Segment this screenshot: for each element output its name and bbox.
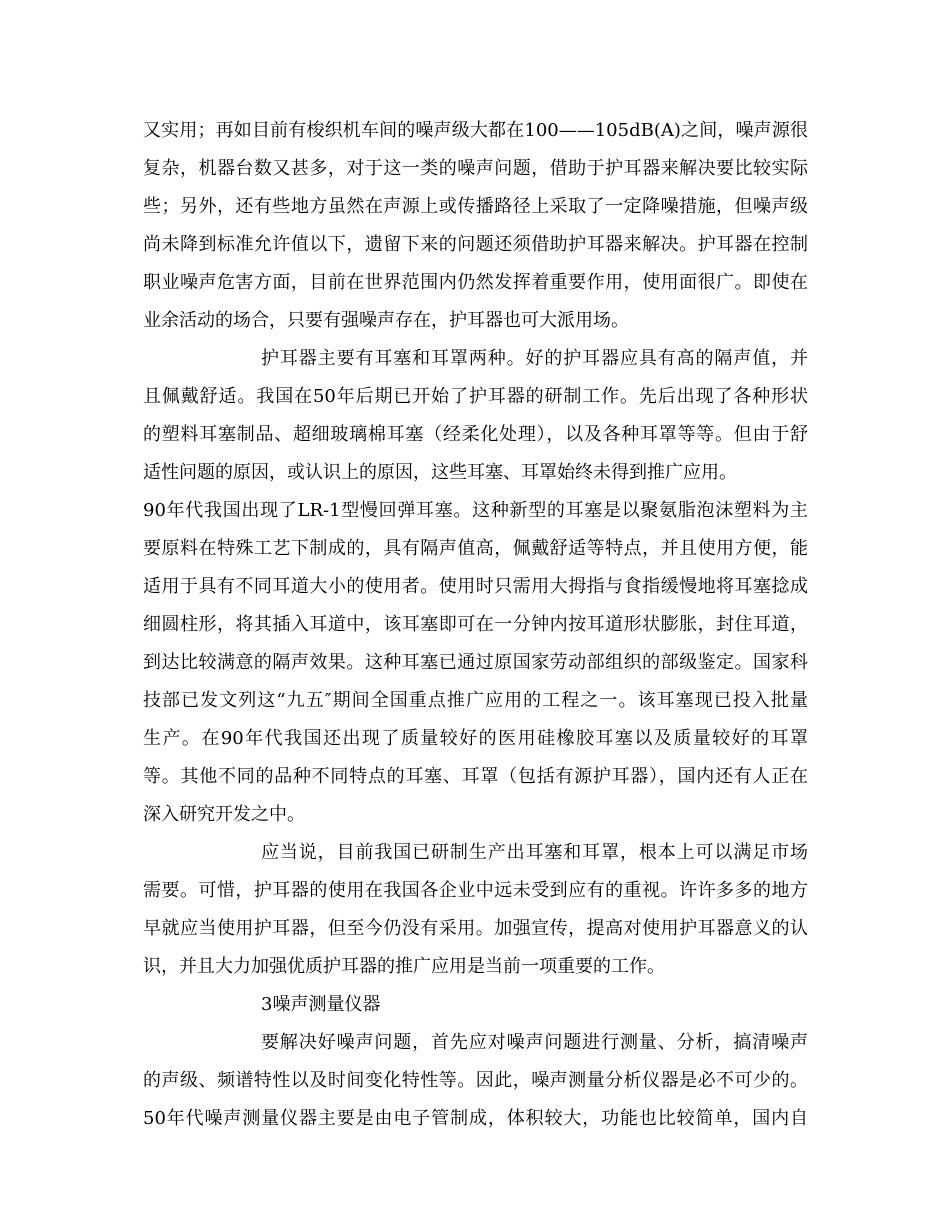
text-line: 职业噪声危害方面，目前在世界范围内仍然发挥着重要作用，使用面很广。即使在: [143, 272, 808, 293]
section-heading: 3噪声测量仪器: [261, 994, 381, 1015]
document-page: [143, 112, 808, 1138]
text-line: 早就应当使用护耳器，但至今仍没有采用。加强宣传，提高对使用护耳器意义的认: [143, 918, 808, 939]
text-line: 适用于具有不同耳道大小的使用者。使用时只需用大拇指与食指缓慢地将耳塞捻成: [143, 576, 808, 597]
text-line: 到达比较满意的隔声效果。这种耳塞已通过原国家劳动部组织的部级鉴定。国家科: [143, 652, 808, 673]
text-line: 些；另外，还有些地方虽然在声源上或传播路径上采取了一定降噪措施，但噪声级: [143, 196, 808, 217]
paragraph-first-line: 90年代我国出现了LR-1型慢回弹耳塞。这种新型的耳塞是以聚氨脂泡沫塑料为主: [143, 500, 808, 521]
text-line: 且佩戴舒适。我国在50年后期已开始了护耳器的研制工作。先后出现了各种形状: [143, 386, 808, 407]
text-line: 复杂，机器台数又甚多，对于这一类的噪声问题，借助于护耳器来解决要比较实际: [143, 158, 808, 179]
paragraph-first-line: 要解决好噪声问题，首先应对噪声问题进行测量、分析，搞清噪声: [261, 1032, 808, 1053]
text-line: 需要。可惜，护耳器的使用在我国各企业中远未受到应有的重视。许许多多的地方: [143, 880, 808, 901]
text-line: 深入研究开发之中。: [143, 804, 305, 825]
text-line: 50年代噪声测量仪器主要是由电子管制成，体积较大，功能也比较简单，国内自: [143, 1108, 808, 1129]
text-line: 尚未降到标准允许值以下，遗留下来的问题还须借助护耳器来解决。护耳器在控制: [143, 234, 808, 255]
text-line: 技部已发文列这“九五″期间全国重点推广应用的工程之一。该耳塞现已投入批量: [143, 690, 808, 711]
paragraph-first-line: 应当说，目前我国已研制生产出耳塞和耳罩，根本上可以满足市场: [261, 842, 808, 863]
text-line: 的声级、频谱特性以及时间变化特性等。因此，噪声测量分析仪器是必不可少的。: [143, 1070, 808, 1091]
text-line: 业余活动的场合，只要有强噪声存在，护耳器也可大派用场。: [143, 310, 629, 331]
text-line: 的塑料耳塞制品、超细玻璃棉耳塞（经柔化处理），以及各种耳罩等等。但由于舒: [143, 424, 808, 445]
text-line: 生产。在90年代我国还出现了质量较好的医用硅橡胶耳塞以及质量较好的耳罩: [143, 728, 808, 749]
text-line: 适性问题的原因，或认识上的原因，这些耳塞、耳罩始终未得到推广应用。: [143, 462, 737, 483]
paragraph-first-line: 护耳器主要有耳塞和耳罩两种。好的护耳器应具有高的隔声值，并: [261, 348, 808, 369]
text-line: 等。其他不同的品种不同特点的耳塞、耳罩（包括有源护耳器），国内还有人正在: [143, 766, 808, 787]
text-line: 细圆柱形，将其插入耳道中，该耳塞即可在一分钟内按耳道形状膨胀，封住耳道，: [143, 614, 808, 635]
text-line: 要原料在特殊工艺下制成的，具有隔声值高，佩戴舒适等特点，并且使用方便，能: [143, 538, 808, 559]
text-line: 识，并且大力加强优质护耳器的推广应用是当前一项重要的工作。: [143, 956, 665, 977]
text-line: 又实用；再如目前有梭织机车间的噪声级大都在100——105dB(A)之间，噪声源很: [143, 120, 808, 141]
